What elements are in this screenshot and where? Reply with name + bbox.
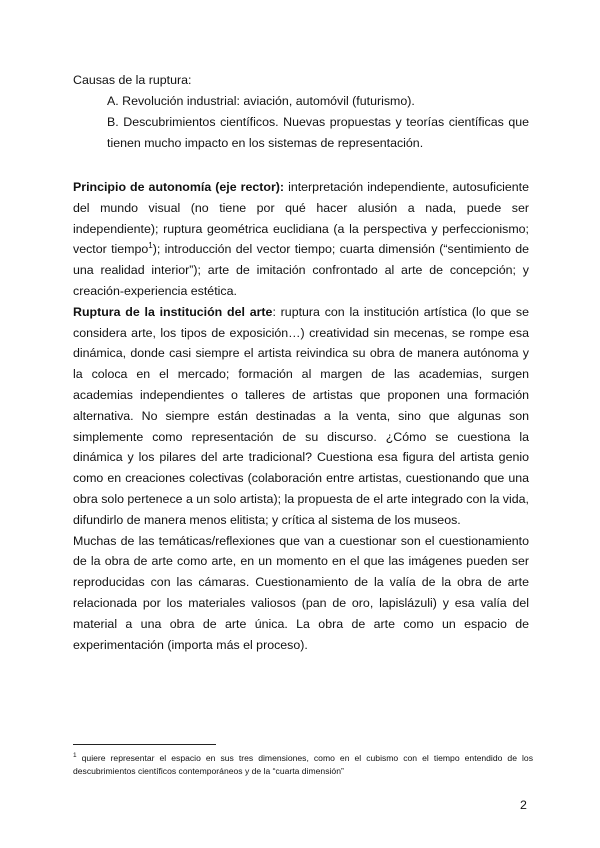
ruptura-title: Ruptura de la institución del arte bbox=[73, 304, 273, 319]
paragraph-principio bbox=[73, 177, 529, 302]
paragraph-ruptura bbox=[73, 302, 529, 531]
principio-text-before: interpretación independiente, autosuficiente del mundo visual (no tiene por qué hacer alusión a nada, puede ser independiente); ruptura geométrica euclidiana (a la perspectiva y perfeccionismo; vector tiempo bbox=[73, 180, 530, 257]
principio-text-after: ); introducción del vector tiempo; cuarta dimensión (“sentimiento de una realidad interior”); arte de imitación confrontado al arte de concepción; y creación-experiencia estética. bbox=[73, 242, 529, 298]
footnote bbox=[73, 752, 533, 778]
footnote-mark: 1 bbox=[73, 752, 77, 760]
cause-item-a: A. Revolución industrial: aviación, automóvil (futurismo). bbox=[107, 94, 415, 108]
principio-title: Principio de autonomía (eje rector): bbox=[73, 180, 285, 194]
footnote-text: quiere representar el espacio en sus tres dimensiones, como en el cubismo con el tiempo entendido de los descubrimientos científicos contemporáneos y de la “cuarta dimensión” bbox=[73, 753, 533, 776]
paragraph-tematicas: Muchas de las temáticas/reflexiones que van a cuestionar son el cuestionamiento de la obra de arte como arte, en un momento en el que las imágenes pueden ser reproducidas con las cámaras. Cuestionamiento de la valía de la obra de arte relacionada por los materiales valiosos (pan de oro, lapislázuli) y esa valía del material a una obra de arte única. La obra de arte como un espacio de experimentación (importa más el proceso). bbox=[73, 533, 529, 652]
page-number: 2 bbox=[520, 798, 527, 812]
section-heading: Causas de la ruptura: bbox=[73, 73, 192, 87]
footnote-reference: 1 bbox=[148, 241, 153, 251]
ruptura-text: : ruptura con la institución artística (lo que se considera arte, los tipos de exposición…) creatividad sin mecenas, se rompe esa dinámica, donde casi siempre el artista reivindica su obra de manera autónoma y la coloca en el mercado; formación al margen de las academias, surgen academias independientes o talleres de artistas que proponen una formación alternativa. No siempre están destinadas a la venta, sino que algunas son simplemente como representación de su discurso. ¿Cómo se cuestiona la dinámica y los pilares del arte tradicional? Cuestiona esa figura del artista genio como en creaciones colectivas (colaboración entre artistas, cuestionando que una obra solo pertenece a un solo artista); la propuesta de el arte integrado con la vida, difundirlo de manera menos elitista; y crítica al sistema de los museos. bbox=[73, 304, 529, 527]
cause-item-b: B. Descubrimientos científicos. Nuevas propuestas y teorías científicas que tienen mucho impacto en los sistemas de representación. bbox=[107, 115, 529, 150]
footnote-divider bbox=[73, 744, 216, 745]
body-text bbox=[73, 177, 529, 655]
